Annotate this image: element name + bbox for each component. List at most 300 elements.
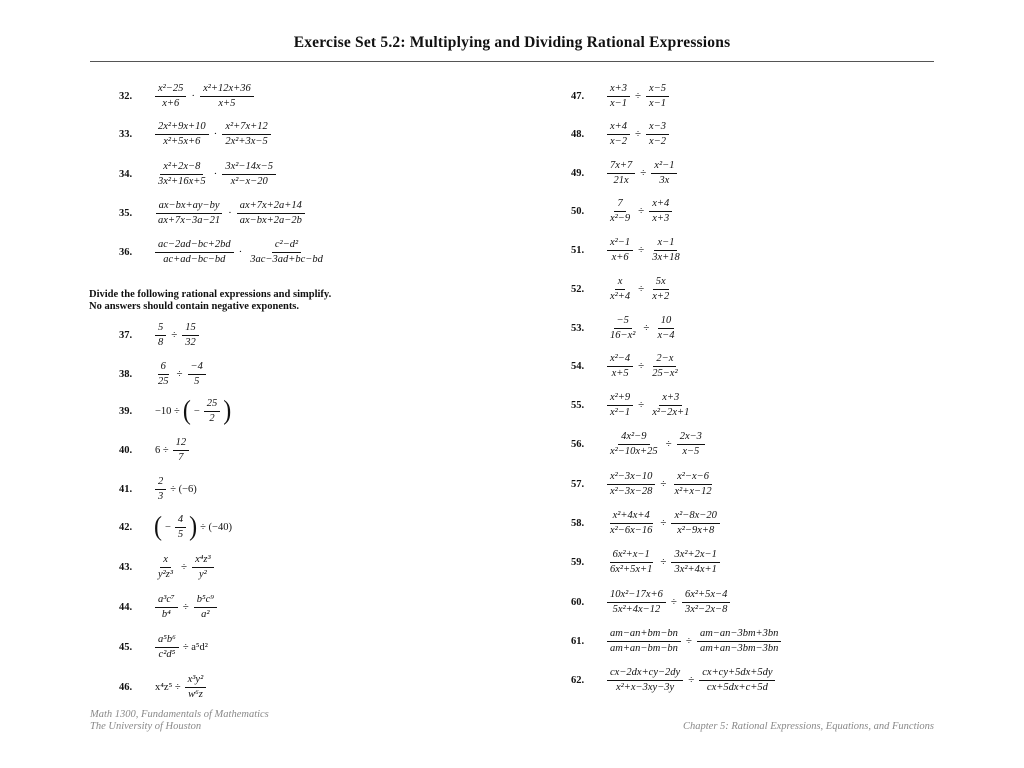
fraction-numerator: 6x²+x−1 <box>610 549 653 563</box>
fraction <box>646 83 669 110</box>
fraction <box>649 276 672 303</box>
fraction-numerator: cx−2dx+cy−2dy <box>607 667 683 681</box>
fraction-denominator: x+3 <box>652 212 670 224</box>
fraction <box>155 634 179 661</box>
fraction-numerator: am−an−3bm+3bn <box>697 628 781 642</box>
problem-item <box>119 394 232 428</box>
problem-item <box>571 506 722 540</box>
problem-expression <box>153 437 191 464</box>
fraction-denominator: c²d⁵ <box>158 648 176 660</box>
fraction-denominator: 25−x² <box>652 367 678 379</box>
fraction-numerator: c²−d² <box>272 239 301 253</box>
fraction-denominator: 7 <box>178 451 184 463</box>
fraction <box>155 83 186 110</box>
fraction-denominator: ax+7x−3a−21 <box>158 214 221 226</box>
fraction-denominator: x−4 <box>657 329 675 341</box>
fraction-numerator: 25 <box>204 398 221 412</box>
fraction-denominator: 3 <box>158 490 164 502</box>
fraction <box>155 239 234 266</box>
problem-expression <box>153 161 278 188</box>
fraction <box>607 549 655 576</box>
fraction <box>649 353 680 380</box>
problem-item <box>119 590 219 624</box>
problem-number: 35. <box>119 207 133 219</box>
problem-item <box>571 545 722 579</box>
fraction-numerator: 5x <box>653 276 669 290</box>
fraction <box>155 361 172 388</box>
operator-symbol: · <box>213 128 218 140</box>
fraction-numerator: x³y² <box>185 674 207 688</box>
fraction-numerator: 4x²−9 <box>618 431 649 445</box>
fraction-denominator: x−2 <box>610 135 627 147</box>
problem-expression <box>605 315 679 342</box>
fraction <box>175 514 186 541</box>
fraction <box>699 667 775 694</box>
fraction-denominator: 2x²+3x−5 <box>225 135 268 147</box>
operator-symbol: · <box>238 246 243 258</box>
fraction-denominator: cx+5dx+c+5d <box>706 681 768 693</box>
fraction-denominator: x−1 <box>649 97 667 109</box>
fraction-denominator: am+an−bm−bn <box>610 642 678 654</box>
problem-expression <box>605 198 674 225</box>
problem-expression <box>153 361 208 388</box>
problem-number: 57. <box>571 478 585 490</box>
fraction-denominator: x²−2x+1 <box>652 406 690 418</box>
fraction-numerator: x²+4x+4 <box>610 510 653 524</box>
problem-item <box>571 233 685 267</box>
fraction-denominator: x+5 <box>218 97 236 109</box>
problem-number: 53. <box>571 322 585 334</box>
problem-item <box>571 117 671 151</box>
problem-expression <box>605 667 777 694</box>
fraction <box>607 392 633 419</box>
problem-item <box>571 79 671 113</box>
fraction-numerator: 2x²+9x+10 <box>155 121 209 135</box>
fraction <box>185 674 207 701</box>
problem-number: 54. <box>571 360 585 372</box>
problem-expression <box>605 276 674 303</box>
problem-item <box>119 357 208 391</box>
fraction <box>607 353 633 380</box>
fraction-denominator: x²+5x+6 <box>163 135 201 147</box>
problem-expression <box>605 237 685 264</box>
problem-number: 51. <box>571 244 585 256</box>
fraction-numerator: 6x²+5x−4 <box>682 589 730 603</box>
problem-number: 42. <box>119 521 133 533</box>
fraction-numerator: 3x²−14x−5 <box>222 161 276 175</box>
fraction <box>607 589 666 616</box>
fraction-numerator: −5 <box>614 315 632 329</box>
problem-expression <box>605 431 707 458</box>
operator-symbol: ÷ <box>638 283 645 295</box>
fraction <box>222 121 270 148</box>
fraction-denominator: x+6 <box>162 97 180 109</box>
problem-number: 45. <box>119 641 133 653</box>
fraction <box>155 322 166 349</box>
fraction <box>607 83 630 110</box>
problem-number: 34. <box>119 168 133 180</box>
operator-symbol: · <box>191 90 196 102</box>
fraction <box>182 322 199 349</box>
fraction-numerator: x²−4 <box>607 353 633 367</box>
fraction <box>155 554 176 581</box>
problem-expression <box>153 83 256 110</box>
fraction <box>607 160 635 187</box>
fraction <box>697 628 781 655</box>
operator-symbol: ÷ <box>660 478 667 490</box>
instructions <box>89 289 331 313</box>
operator-symbol: ÷ <box>638 360 645 372</box>
fraction-numerator: 3x²+2x−1 <box>671 549 719 563</box>
fraction-numerator: 2 <box>155 476 166 490</box>
problem-number: 52. <box>571 283 585 295</box>
operator-symbol: ÷ <box>638 244 645 256</box>
left-paren: ( <box>154 512 162 542</box>
fraction-numerator: x+3 <box>659 392 682 406</box>
fraction <box>649 392 692 419</box>
problem-expression <box>605 628 783 655</box>
fraction <box>200 83 254 110</box>
fraction <box>654 315 677 342</box>
fraction <box>204 398 221 425</box>
fraction-denominator: a² <box>201 608 210 620</box>
operator-symbol: ÷ <box>182 601 189 613</box>
expression-prefix: −10 ÷ <box>155 405 180 417</box>
fraction <box>155 200 223 227</box>
fraction-numerator: −4 <box>188 361 206 375</box>
problem-item <box>119 670 208 704</box>
problem-number: 33. <box>119 128 133 140</box>
fraction-denominator: x²−x−20 <box>230 175 268 187</box>
footer-course <box>90 709 269 733</box>
fraction <box>607 198 633 225</box>
problem-expression <box>605 471 717 498</box>
fraction-numerator: 4 <box>175 514 186 528</box>
fraction <box>671 471 714 498</box>
fraction <box>155 476 166 503</box>
expression-prefix: x⁴z⁵ ÷ <box>155 681 181 693</box>
problem-item <box>119 550 216 584</box>
fraction-numerator: 15 <box>182 322 199 336</box>
problem-item <box>571 624 783 658</box>
operator-symbol: · <box>213 168 218 180</box>
fraction <box>222 161 276 188</box>
fraction <box>155 161 209 188</box>
problem-expression <box>153 674 208 701</box>
fraction-numerator: x <box>615 276 626 290</box>
problem-item <box>119 433 191 467</box>
problem-item <box>119 630 210 664</box>
fraction-numerator: b⁵c⁹ <box>194 594 217 608</box>
expression-suffix: ÷ a⁵d² <box>182 641 208 653</box>
problem-item <box>571 427 707 461</box>
fraction-numerator: x+4 <box>607 121 630 135</box>
fraction-denominator: am+an−3bm−3bn <box>699 642 779 654</box>
right-paren: ) <box>223 396 232 426</box>
problem-number: 60. <box>571 596 585 608</box>
fraction-denominator: w⁶z <box>188 688 203 700</box>
operator-symbol: ÷ <box>660 556 667 568</box>
operator-symbol: ÷ <box>688 674 695 686</box>
problem-item <box>119 79 256 113</box>
fraction <box>671 510 719 537</box>
footer-university: The University of Houston <box>90 721 202 732</box>
fraction-numerator: x−5 <box>646 83 669 97</box>
operator-symbol: ÷ <box>685 635 692 647</box>
fraction <box>173 437 190 464</box>
fraction-numerator: 6 <box>158 361 169 375</box>
problem-number: 46. <box>119 681 133 693</box>
expression-suffix: ÷ (−40) <box>200 521 232 533</box>
operator-symbol: ÷ <box>670 596 677 608</box>
page-title: Exercise Set 5.2: Multiplying and Dividing Rational Expressions <box>293 34 731 51</box>
fraction-denominator: x²−3x−28 <box>610 485 653 497</box>
fraction <box>607 510 655 537</box>
fraction-numerator: cx+cy+5dx+5dy <box>699 667 775 681</box>
fraction <box>155 121 209 148</box>
problem-expression <box>605 83 671 110</box>
fraction <box>607 628 681 655</box>
fraction-denominator: x+2 <box>652 290 670 302</box>
fraction-numerator: x−3 <box>646 121 669 135</box>
problem-expression <box>153 514 234 541</box>
problem-number: 58. <box>571 517 585 529</box>
problem-number: 39. <box>119 405 133 417</box>
fraction-numerator: 2x−3 <box>677 431 705 445</box>
fraction <box>607 315 638 342</box>
problem-item <box>571 272 674 306</box>
fraction <box>607 237 633 264</box>
fraction <box>607 471 655 498</box>
footer-course-name: Math 1300, Fundamentals of Mathematics <box>90 709 269 720</box>
problem-item <box>119 472 199 506</box>
fraction-numerator: 10 <box>658 315 675 329</box>
fraction-numerator: ax+7x+2a+14 <box>237 200 305 214</box>
fraction-numerator: 10x²−17x+6 <box>607 589 666 603</box>
fraction-denominator: 5 <box>177 528 184 540</box>
problem-item <box>571 194 674 228</box>
fraction-numerator: x²+12x+36 <box>200 83 254 97</box>
fraction <box>247 239 326 266</box>
fraction-numerator: 5 <box>155 322 166 336</box>
fraction-denominator: 2 <box>209 412 215 424</box>
problem-expression <box>153 322 201 349</box>
fraction-denominator: x²+4 <box>610 290 631 302</box>
problem-item <box>571 349 683 383</box>
problem-item <box>119 117 273 151</box>
fraction-numerator: x <box>160 554 171 568</box>
fraction-numerator: 7x+7 <box>607 160 635 174</box>
problem-number: 37. <box>119 329 133 341</box>
fraction-numerator: x⁴z³ <box>192 554 214 568</box>
fraction-denominator: x²−1 <box>610 406 631 418</box>
fraction-denominator: b⁴ <box>161 608 171 620</box>
problem-item <box>119 318 201 352</box>
fraction-numerator: x²+7x+12 <box>222 121 270 135</box>
fraction-denominator: x−1 <box>610 97 627 109</box>
problem-item <box>571 156 679 190</box>
problem-expression <box>153 594 219 621</box>
fraction-denominator: x²−6x−16 <box>610 524 653 536</box>
operator-symbol: ÷ <box>635 90 642 102</box>
fraction <box>188 361 206 388</box>
fraction-denominator: 3x²−2x−8 <box>684 603 728 615</box>
fraction <box>671 549 719 576</box>
fraction-denominator: 25 <box>158 375 169 387</box>
operator-symbol: ÷ <box>665 438 672 450</box>
problem-expression <box>605 160 679 187</box>
fraction-numerator: x²−1 <box>607 237 633 251</box>
fraction <box>651 160 677 187</box>
fraction-numerator: x²−8x−20 <box>671 510 719 524</box>
operator-symbol: ÷ <box>638 399 645 411</box>
fraction-numerator: x²+9 <box>607 392 633 406</box>
fraction-denominator: 8 <box>158 336 164 348</box>
problem-item <box>119 235 328 269</box>
operator-symbol: ÷ <box>171 329 178 341</box>
operator-symbol: ÷ <box>643 322 650 334</box>
fraction-denominator: x−5 <box>682 445 700 457</box>
problem-number: 55. <box>571 399 585 411</box>
problem-item <box>571 388 694 422</box>
problem-item <box>119 510 234 544</box>
fraction <box>607 276 633 303</box>
problem-item <box>119 196 307 230</box>
fraction-numerator: x+4 <box>649 198 672 212</box>
problem-number: 61. <box>571 635 585 647</box>
problem-expression <box>605 392 694 419</box>
fraction-denominator: ax−bx+2a−2b <box>239 214 302 226</box>
problem-expression <box>605 121 671 148</box>
fraction <box>682 589 730 616</box>
problem-expression <box>153 121 273 148</box>
fraction <box>649 198 672 225</box>
problem-number: 41. <box>119 483 133 495</box>
right-paren: ) <box>189 512 198 542</box>
operator-symbol: ÷ <box>660 517 667 529</box>
instructions-line-1: Divide the following rational expressions and simplify. <box>89 289 332 300</box>
problem-expression <box>605 510 722 537</box>
fraction-denominator: 3x <box>659 174 670 186</box>
problem-number: 36. <box>119 246 133 258</box>
problem-number: 50. <box>571 205 585 217</box>
negative-sign: − <box>165 521 171 533</box>
footer-chapter: Chapter 5: Rational Expressions, Equations, and Functions <box>682 721 934 732</box>
negative-sign: − <box>193 405 200 417</box>
problem-expression <box>605 353 683 380</box>
fraction-numerator: 7 <box>614 198 625 212</box>
fraction-numerator: x+3 <box>607 83 630 97</box>
fraction-denominator: 6x²+5x+1 <box>610 563 653 575</box>
problem-item <box>571 467 717 501</box>
fraction-numerator: 12 <box>173 437 190 451</box>
expression-suffix: ÷ (−6) <box>170 483 197 495</box>
fraction-numerator: x²−25 <box>155 83 186 97</box>
problem-number: 59. <box>571 556 585 568</box>
problem-item <box>571 311 679 345</box>
fraction <box>646 121 669 148</box>
operator-symbol: ÷ <box>638 205 645 217</box>
fraction-numerator: x−1 <box>654 237 677 251</box>
problem-number: 62. <box>571 674 585 686</box>
fraction-denominator: y²z³ <box>158 568 174 580</box>
fraction-numerator: ac−2ad−bc+2bd <box>155 239 234 253</box>
fraction <box>607 431 661 458</box>
fraction <box>677 431 705 458</box>
fraction-denominator: 3x+18 <box>652 251 680 263</box>
problem-expression <box>605 549 722 576</box>
problem-number: 40. <box>119 444 133 456</box>
fraction <box>607 667 683 694</box>
fraction-denominator: 3x²+4x+1 <box>674 563 717 575</box>
fraction-denominator: 21x <box>613 174 629 186</box>
problem-item <box>571 585 732 619</box>
fraction-denominator: 3ac−3ad+bc−bd <box>250 253 323 265</box>
fraction-numerator: a³c⁷ <box>155 594 178 608</box>
problem-expression <box>153 476 199 503</box>
fraction-denominator: ac+ad−bc−bd <box>163 253 226 265</box>
fraction-denominator: 32 <box>185 336 196 348</box>
fraction-denominator: 5 <box>194 375 200 387</box>
fraction <box>607 121 630 148</box>
fraction-denominator: 5x²+4x−12 <box>612 603 661 615</box>
fraction-numerator: x²−3x−10 <box>607 471 655 485</box>
problem-number: 56. <box>571 438 585 450</box>
problem-number: 48. <box>571 128 585 140</box>
problem-number: 32. <box>119 90 133 102</box>
fraction-denominator: x²−9x+8 <box>677 524 715 536</box>
operator-symbol: ÷ <box>181 561 188 573</box>
problem-expression <box>153 554 216 581</box>
fraction-denominator: x−2 <box>649 135 667 147</box>
fraction-denominator: x²+x−12 <box>674 485 712 497</box>
problem-number: 43. <box>119 561 133 573</box>
expression-prefix: 6 ÷ <box>155 444 169 456</box>
fraction <box>237 200 305 227</box>
fraction <box>155 594 178 621</box>
problem-expression <box>153 634 210 661</box>
problem-number: 38. <box>119 368 133 380</box>
fraction <box>649 237 683 264</box>
problem-number: 49. <box>571 167 585 179</box>
problem-expression <box>605 589 732 616</box>
title-divider <box>90 61 934 62</box>
operator-symbol: ÷ <box>635 128 642 140</box>
fraction <box>194 594 217 621</box>
fraction-numerator: a⁵b⁶ <box>155 634 179 648</box>
operator-symbol: ÷ <box>640 167 647 179</box>
fraction-denominator: x²−10x+25 <box>610 445 658 457</box>
left-paren: ( <box>182 396 191 426</box>
operator-symbol: · <box>228 207 232 219</box>
fraction-numerator: x²−x−6 <box>674 471 712 485</box>
fraction-denominator: 16−x² <box>610 329 636 341</box>
fraction-numerator: x²+2x−8 <box>160 161 203 175</box>
instructions-line-2: No answers should contain negative exponents. <box>89 301 300 312</box>
fraction-numerator: am−an+bm−bn <box>607 628 681 642</box>
problem-item <box>119 157 278 191</box>
problem-expression <box>153 200 307 227</box>
fraction-numerator: ax−bx+ay−by <box>156 200 223 214</box>
fraction-denominator: x+5 <box>611 367 629 379</box>
fraction-denominator: 3x²+16x+5 <box>158 175 206 187</box>
problem-expression <box>153 239 328 266</box>
problem-item <box>571 663 777 697</box>
fraction-numerator: 2−x <box>653 353 676 367</box>
fraction-denominator: y² <box>198 568 207 580</box>
operator-symbol: ÷ <box>176 368 183 380</box>
fraction-numerator: x²−1 <box>651 160 677 174</box>
